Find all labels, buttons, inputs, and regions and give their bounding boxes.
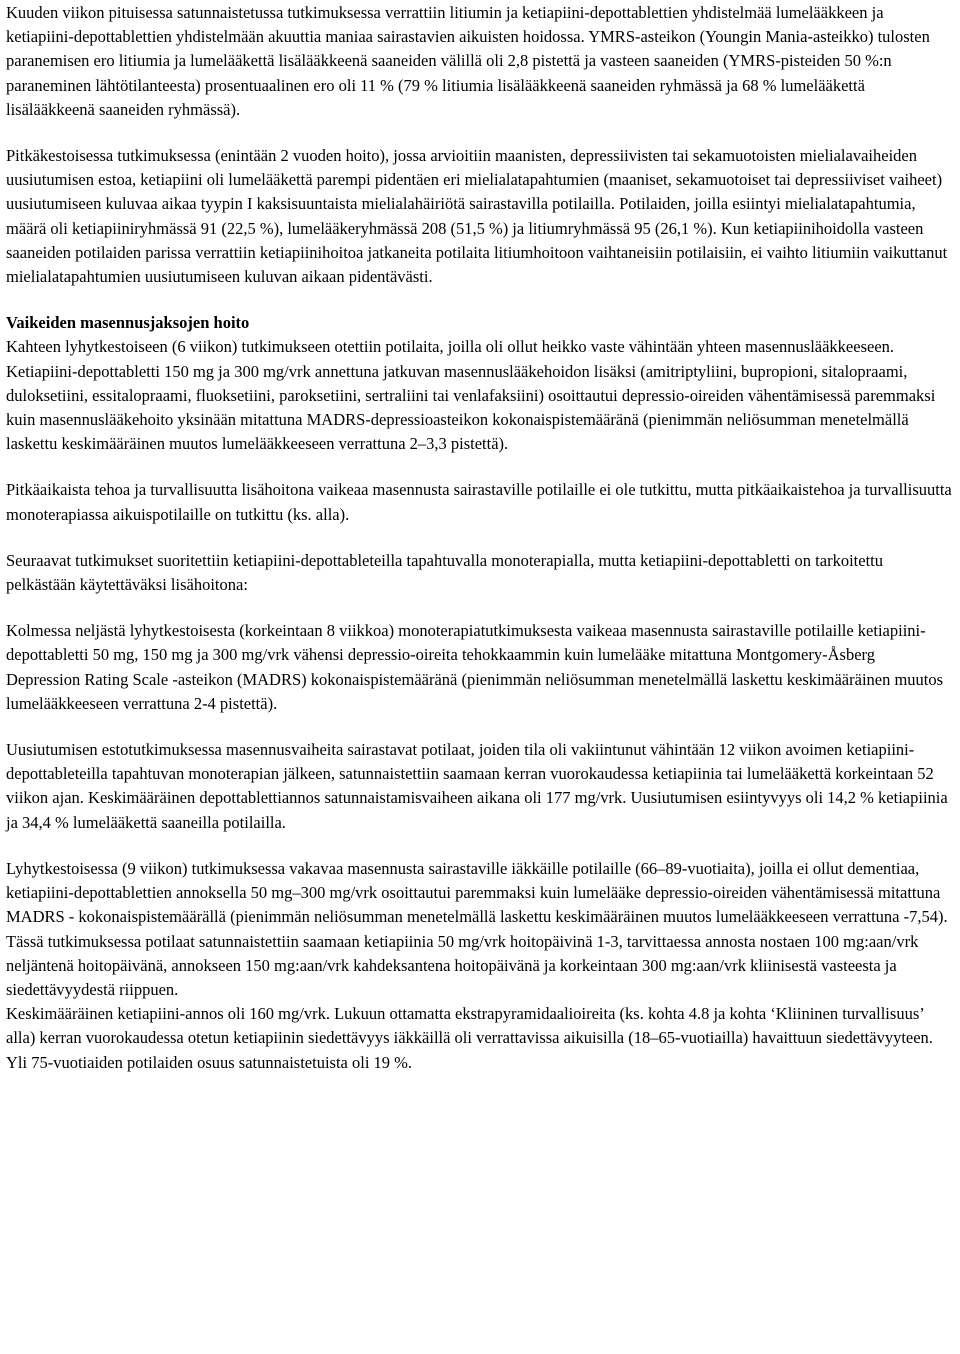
paragraph-elderly-study: Lyhytkestoisessa (9 viikon) tutkimuksessa vakavaa masennusta sairastaville iäkkäille potilaille (66–89-vuotiaita), joilla ei ollut dementiaa, ketiapiini-depottablettien annoksella 50 mg–300 mg/vrk osoittautui paremmaksi kuin lumelääke depressio-oireiden vähentämisessä mitattuna MADRS - kokonaispistemäärällä (pienimmän neliösumman menetelmällä laskettu keskimääräinen muutos lumelääkkeeseen verrattuna -7,54). Tässä tutkimuksessa potilaat satunnaistettiin saamaan ketiapiinia 50 mg/vrk hoitopäivinä 1-3, tarvittaessa annosta nostaen 100 mg:aan/vrk neljäntenä hoitopäivänä, annokseen 150 mg:aan/vrk kahdeksantena hoitopäivänä ja korkeintaan 300 mg:aan/vrk kliinisestä vasteesta ja siedettävyydestä riippuen. [6,858,948,999]
paragraph-elderly-dose: Keskimääräinen ketiapiini-annos oli 160 mg/vrk. Lukuun ottamatta ekstrapyramidaalioireita (ks. kohta 4.8 ja kohta ‘Kliininen turvallisuus’ alla) kerran vuorokaudessa otetun ketiapiinin siedettävyys iäkkäillä oli verrattavissa aikuisilla (18–65-vuotiailla) havaittuun siedettävyyteen. Yli 75-vuotiaiden potilaiden osuus satunnaistetuista oli 19 %. [6,1004,933,1072]
paragraph-monotherapy-short-term: Kolmessa neljästä lyhytkestoisesta (korkeintaan 8 viikkoa) monoterapiatutkimuksesta vaikeaa masennusta sairastaville potilaille ketiapiini-depottabletti 50 mg, 150 mg ja 300 mg/vrk vähensi depressio-oireita tehokkaammin kuin lumelääke mitattuna Montgomery-Åsberg Depression Rating Scale -asteikon (MADRS) kokonaispistemääränä (pienimmän neliösumman menetelmällä laskettu keskimääräinen muutos lumelääkkeeseen verrattuna 2-4 pistettä). [6,621,944,713]
paragraph-short-term-adjunct: Kahteen lyhytkestoiseen (6 viikon) tutkimukseen otettiin potilaita, joilla oli ollut heikko vaste vähintään yhteen masennuslääkkeeseen. Ketiapiini-depottabletti 150 mg ja 300 mg/vrk annettuna jatkuvan masennuslääkehoidon lisäksi (amitriptyliini, bupropioni, sitalopraami, duloksetiini, essitalopraami, fluoksetiini, paroksetiini, sertraliini tai venlafaksiini) osoittautui depressio-oireiden vähentämisessä paremmaksi kuin masennuslääkehoito yksinään mitattuna MADRS-depressioasteikon kokonaispistemääränä (pienimmän neliösumman menetelmällä laskettu keskimääräinen muutos lumelääkkeeseen verrattuna 2–3,3 pistettä). [6,337,936,454]
section-heading-depression: Vaikeiden masennusjaksojen hoito [6,313,250,333]
paragraph-relapse-prevention: Uusiutumisen estotutkimuksessa masennusvaiheita sairastavat potilaat, joiden tila oli vakiintunut vähintään 12 viikon avoimen ketiapiini-depottableteilla tapahtuvan monoterapian jälkeen, satunnaistettiin saamaan kerran vuorokaudessa ketiapiinia tai lumelääkettä korkeintaan 52 viikon ajan. Keskimääräinen depottablettiannos satunnaistamisvaiheen aikana oli 177 mg/vrk. Uusiutumisen esiintyvyys oli 14,2 % ketiapiinia ja 34,4 % lumelääkettä saaneilla potilailla. [6,740,948,832]
paragraph-long-term-relapse: Pitkäkestoisessa tutkimuksessa (enintään 2 vuoden hoito), jossa arvioitiin maanisten, depressiivisten tai sekamuotoisten mielialavaiheiden uusiutumisen estoa, ketiapiini oli lumelääkettä parempi pidentäen eri mielialatapahtumien (maaniset, sekamuotoiset tai depressiiviset vaiheet) uusiutumiseen kuluvaa aikaa tyypin I kaksisuuntaista mielialahäiriötä sairastavilla potilailla. Potilaiden, joilla esiintyi mielialatapahtumia, määrä oli ketiapiiniryhmässä 91 (22,5 %), lumelääkeryhmässä 208 (51,5 %) ja litiumryhmässä 95 (26,1 %). Kun ketiapiinihoidolla vasteen saaneiden potilaiden parissa verrattiin ketiapiinihoitoa jatkaneita potilaita litiumhoitoon vaihtaneisiin potilaisiin, ei vaihto litiumiin vaikuttanut mielialatapahtumien uusiutumiseen kuluvan aikaan pidentävästi. [6,146,948,287]
paragraph-lithium-combination: Kuuden viikon pituisessa satunnaistetussa tutkimuksessa verrattiin litiumin ja ketiapiini-depottablettien yhdistelmää lumelääkkeen ja ketiapiini-depottablettien yhdistelmään akuuttia maniaa sairastavien aikuisten hoidossa. YMRS-asteikon (Youngin Mania-asteikko) tulosten paranemisen ero litiumia ja lumelääkettä lisälääkkeenä saaneiden välillä oli 2,8 pistettä ja vasteen saaneiden (YMRS-pisteiden 50 %:n paraneminen lähtötilanteesta) prosentuaalinen ero oli 11 % (79 % litiumia lisälääkkeenä saaneiden ryhmässä ja 68 % lumelääkettä lisälääkkeenä saaneiden ryhmässä). [6,3,930,119]
paragraph-monotherapy-intro: Seuraavat tutkimukset suoritettiin ketiapiini-depottableteilla tapahtuvalla monoterapialla, mutta ketiapiini-depottabletti on tarkoitettu pelkästään käytettäväksi lisähoitona: [6,550,883,595]
paragraph-long-term-safety: Pitkäaikaista tehoa ja turvallisuutta lisähoitona vaikeaa masennusta sairastaville potilaille ei ole tutkittu, mutta pitkäaikaistehoa ja turvallisuutta monoterapiassa aikuispotilaille on tutkittu (ks. alla). [6,480,952,524]
